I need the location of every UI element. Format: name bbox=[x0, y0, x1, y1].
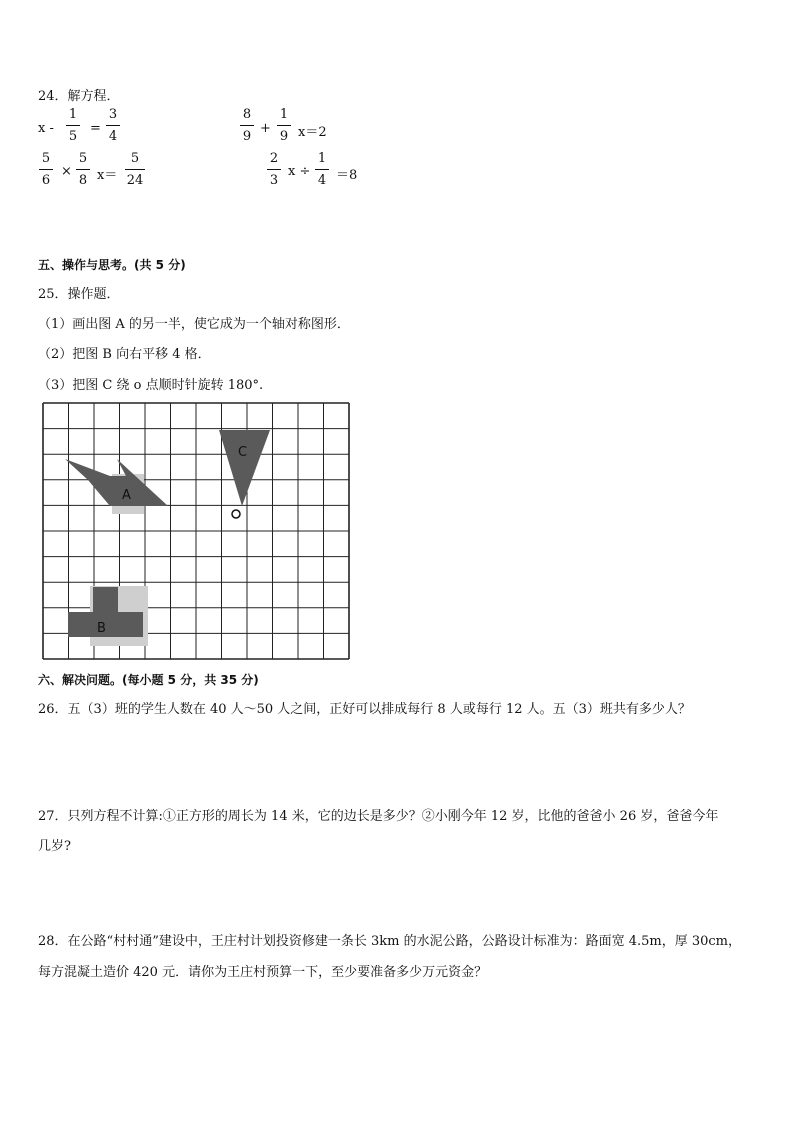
q25-step-1: （1）画出图 A 的另一半，使它成为一个轴对称图形． bbox=[38, 317, 350, 332]
eq2-suffix: x＝2 bbox=[298, 125, 327, 140]
eq3-f2-numerator: 5 bbox=[78, 151, 88, 166]
shape-a-label: A bbox=[122, 488, 131, 503]
eq4-f2-denominator: 4 bbox=[317, 173, 327, 188]
q25-step-2: （2）把图 B 向右平移 4 格． bbox=[38, 347, 211, 362]
q28-line-1: 28．在公路“村村通”建设中，王庄村计划投资修建一条长 3km 的水泥公路，公路设计标准为：路面宽 4.5m，厚 30cm， bbox=[38, 934, 741, 949]
eq3-f2-denominator: 8 bbox=[78, 173, 88, 188]
rotation-point-o bbox=[232, 510, 240, 518]
q27-line-2: 几岁? bbox=[38, 839, 71, 854]
eq2-f1-denominator: 9 bbox=[242, 129, 252, 144]
section-5-heading: 五、操作与思考。(共 5 分) bbox=[38, 258, 186, 272]
q28-line-2: 每方混凝土造价 420 元．请你为王庄村预算一下，至少要准备多少万元资金？ bbox=[38, 965, 488, 980]
q26-text: 26．五（3）班的学生人数在 40 人～50 人之间，正好可以排成每行 8 人或每行 12 人。五（3）班共有多少人？ bbox=[38, 702, 691, 717]
eq3-f1-denominator: 6 bbox=[41, 173, 51, 188]
eq1-prefix: x - bbox=[38, 121, 54, 136]
eq3-mid: x＝ bbox=[97, 168, 118, 183]
shape-c-label: C bbox=[238, 445, 248, 460]
q27-line-1: 27．只列方程不计算:①正方形的周长为 14 米，它的边长是多少？②小刚今年 12 岁，比他的爸爸小 26 岁，爸爸今年 bbox=[38, 809, 719, 824]
eq4-fraction-1 bbox=[264, 152, 284, 187]
section-6-heading: 六、解决问题。(每小题 5 分，共 35 分) bbox=[38, 673, 259, 687]
eq3-f1-numerator: 5 bbox=[41, 151, 51, 166]
eq2-fraction-2 bbox=[274, 108, 294, 143]
eq4-f1-denominator: 3 bbox=[269, 173, 279, 188]
eq2-f2-numerator: 1 bbox=[279, 107, 289, 122]
q25-title: 25．操作题． bbox=[38, 287, 120, 302]
eq4-f1-numerator: 2 bbox=[269, 151, 279, 166]
operation-grid bbox=[42, 402, 354, 664]
eq4-f2-numerator: 1 bbox=[317, 151, 327, 166]
eq2-f2-denominator: 9 bbox=[279, 129, 289, 144]
shape-b-label: B bbox=[97, 621, 106, 636]
shape-a bbox=[65, 459, 110, 506]
eq2-fraction-1 bbox=[237, 108, 257, 143]
eq1-equals: = bbox=[90, 121, 101, 136]
eq3-f3-numerator: 5 bbox=[130, 151, 140, 166]
eq3-fraction-2 bbox=[73, 152, 93, 187]
eq3-f3-denominator: 24 bbox=[126, 173, 144, 188]
eq1-f1-numerator: 1 bbox=[68, 107, 78, 122]
q24-title: 24．解方程． bbox=[38, 89, 120, 104]
q25-step-3: （3）把图 C 绕 o 点顺时针旋转 180°. bbox=[38, 378, 264, 393]
eq4-mid: x ÷ bbox=[288, 164, 311, 179]
shape-c bbox=[219, 430, 270, 506]
shape-a-part bbox=[110, 459, 168, 506]
shape-b bbox=[93, 587, 118, 612]
eq1-f2-denominator: 4 bbox=[108, 129, 118, 144]
eq2-plus: + bbox=[260, 121, 271, 136]
eq1-f1-denominator: 5 bbox=[68, 129, 78, 144]
eq3-fraction-3 bbox=[125, 152, 145, 187]
eq4-suffix: ＝8 bbox=[336, 168, 358, 183]
eq1-fraction-2 bbox=[103, 108, 123, 143]
eq3-fraction-1 bbox=[36, 152, 56, 187]
eq4-fraction-2 bbox=[312, 152, 332, 187]
eq1-fraction-1 bbox=[63, 108, 83, 143]
eq2-f1-numerator: 8 bbox=[242, 107, 252, 122]
eq1-f2-numerator: 3 bbox=[108, 107, 118, 122]
eq3-times: × bbox=[61, 164, 72, 179]
